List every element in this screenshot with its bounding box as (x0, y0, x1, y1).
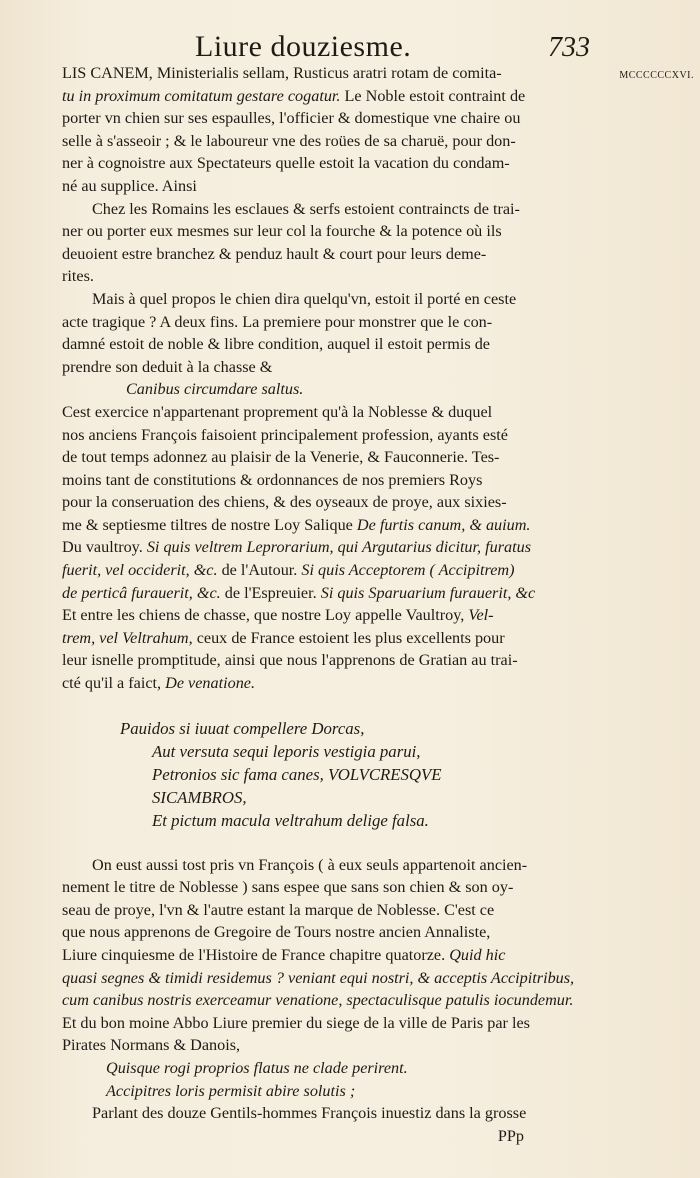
text-line (62, 582, 594, 605)
roman-text: que nous apprenons de Gregoire de Tours nostre ancien Annaliste, (62, 923, 491, 942)
verse-line: Petronios sic fama canes, VOLVCRESQVE (152, 764, 442, 784)
spacer (62, 832, 594, 854)
roman-text: me & septiesme tiltres de nostre Loy Salique (62, 515, 357, 534)
italic-text: De venatione. (165, 674, 256, 693)
text-line (62, 1012, 594, 1035)
roman-text: leur isnelle promptitude, ainsi que nous l'apprenons de Gratian au trai- (62, 651, 518, 670)
verse-quotation (62, 717, 594, 832)
italic-text: fuerit, vel occiderit, &c. (62, 561, 218, 580)
verse-line: Pauidos si iuuat compellere Dorcas, (120, 718, 365, 738)
italic-text: cum canibus nostris exerceamur venatione, spectaculisque patulis iocundemur. (62, 991, 574, 1010)
text-line (62, 62, 594, 85)
roman-text: de l'Espreuier. (220, 583, 321, 602)
verse-line: SICAMBROS, (152, 787, 247, 807)
text-line (62, 536, 594, 559)
roman-text: Chez les Romains les esclaues & serfs estoient contraincts de trai- (92, 199, 520, 218)
roman-text: rites. (62, 267, 94, 286)
text-line (62, 604, 594, 627)
roman-text: Du vaultroy. (62, 538, 143, 557)
text-line (62, 311, 594, 334)
verse-line: Aut versuta sequi leporis vestigia parui, (152, 741, 421, 761)
text-line (62, 265, 594, 288)
italic-text: de perticâ furauerit, &c. (62, 583, 221, 602)
italic-text: Si quis Sparuarium furauerit, &c (320, 583, 536, 602)
italic-text: Accipitres loris permisit abire solutis ; (106, 1081, 356, 1100)
roman-text: né au supplice. Ainsi (62, 176, 197, 195)
text-line (62, 627, 594, 650)
prose-block-2 (62, 854, 594, 1125)
roman-text: Pirates Normans & Danois, (62, 1036, 241, 1055)
roman-text: nement le titre de Noblesse ) sans espee que sans son chien & son oy- (62, 878, 514, 897)
roman-text: acte tragique ? A deux fins. La premiere pour monstrer que le con- (62, 312, 493, 331)
roman-text: nos anciens François faisoient principalement profession, ayants esté (62, 425, 508, 444)
text-line (62, 333, 594, 356)
roman-text: de l'Autour. (217, 561, 302, 580)
text-line (62, 989, 594, 1012)
text-line (62, 107, 594, 130)
roman-text: porter vn chien sur ses espaulles, l'officier & domestique vne chaire ou (62, 109, 521, 128)
roman-text: Liure cinquiesme de l'Histoire de France chapitre quatorze. (62, 946, 450, 964)
roman-text: LIS CANEM, Ministerialis sellam, Rusticus aratri rotam de comita- (62, 64, 502, 82)
text-line (62, 876, 594, 899)
page-body (62, 62, 594, 1147)
roman-text: Mais à quel propos le chien dira quelqu'vn, estoit il porté en ceste (92, 289, 517, 308)
italic-text: Quid hic (449, 946, 506, 964)
roman-text: de tout temps adonnez au plaisir de la Venerie, & Fauconnerie. Tes- (62, 448, 500, 467)
signature-mark: PPp (497, 1126, 524, 1145)
text-line (62, 401, 594, 424)
text-line (62, 514, 594, 537)
spacer (62, 695, 594, 717)
roman-text: selle à s'asseoir ; & le laboureur vne des roües de sa charuë, pour don- (62, 131, 516, 150)
italic-text: Vel- (468, 606, 494, 625)
text-line (62, 854, 594, 877)
margin-note-year: MCCCCCCXVI. (619, 70, 694, 81)
text-line (62, 356, 594, 379)
text-line (62, 899, 594, 922)
text-line (62, 220, 594, 243)
text-line (62, 1034, 594, 1057)
roman-text: ner ou porter eux mesmes sur leur col la fourche & la potence où ils (62, 222, 502, 241)
roman-text: ner à cognoistre aux Spectateurs quelle estoit la vacation du condam- (62, 154, 510, 173)
prose-block-1 (62, 62, 594, 695)
text-line (62, 175, 594, 198)
roman-text: pour la conseruation des chiens, & des oyseaux de proye, aux sixies- (62, 493, 507, 512)
text-line (62, 198, 594, 221)
italic-text: Quisque rogi proprios flatus ne clade perirent. (106, 1058, 408, 1077)
text-line (62, 152, 594, 175)
folio-number: 733 (548, 32, 590, 63)
roman-text: Et du bon moine Abbo Liure premier du siege de la ville de Paris par les (62, 1013, 530, 1032)
text-line (62, 649, 594, 672)
roman-text: prendre son deduit à la chasse & (62, 357, 273, 376)
italic-text: tu in proximum comitatum gestare cogatur. (62, 86, 341, 105)
text-line (62, 921, 594, 944)
roman-text: cté qu'il a faict, (62, 674, 166, 693)
roman-text: On eust aussi tost pris vn François ( à eux seuls appartenoit ancien- (92, 855, 528, 874)
text-line (62, 491, 594, 514)
roman-text: damné estoit de noble & libre condition, auquel il estoit permis de (62, 335, 490, 354)
italic-text: Canibus circumdare saltus. (126, 380, 304, 399)
text-line (62, 1102, 594, 1125)
roman-text: moins tant de constitutions & ordonnances de nos premiers Roys (62, 470, 483, 489)
roman-text: deuoient estre branchez & penduz hault & court pour leurs deme- (62, 244, 487, 263)
text-line (62, 469, 594, 492)
text-line (62, 672, 594, 695)
text-line (62, 85, 594, 108)
italic-text: trem, vel Veltrahum, (62, 628, 193, 647)
text-line (62, 1080, 594, 1103)
verse-line: Et pictum macula veltrahum delige falsa. (152, 810, 429, 830)
roman-text: seau de proye, l'vn & l'autre estant la marque de Noblesse. C'est ce (62, 900, 495, 919)
text-line (62, 243, 594, 266)
roman-text: Cest exercice n'appartenant proprement qu'à la Noblesse & duquel (62, 402, 493, 421)
running-title: Liure douziesme. (195, 30, 412, 63)
text-line (62, 967, 594, 990)
italic-text: Si quis veltrem Leprorarium, qui Argutarius dicitur, furatus (142, 538, 532, 557)
text-line (62, 378, 594, 401)
text-line (62, 944, 594, 967)
italic-text: Si quis Acceptorem ( Accipitrem) (301, 561, 515, 580)
italic-text: De furtis canum, & auium. (356, 515, 531, 534)
roman-text: Et entre les chiens de chasse, que nostre Loy appelle Vaultroy, (62, 606, 469, 625)
italic-text: quasi segnes & timidi residemus ? veniant equi nostri, & acceptis Accipitribus, (62, 968, 575, 987)
text-line (62, 559, 594, 582)
text-line (62, 288, 594, 311)
text-line (62, 446, 594, 469)
roman-text: Parlant des douze Gentils-hommes François inuestiz dans la grosse (92, 1104, 527, 1123)
roman-text: ceux de France estoient les plus excellents pour (192, 628, 505, 647)
text-line (62, 424, 594, 447)
text-line (62, 1057, 594, 1080)
roman-text: Le Noble estoit contraint de (340, 86, 526, 105)
text-line (62, 130, 594, 153)
